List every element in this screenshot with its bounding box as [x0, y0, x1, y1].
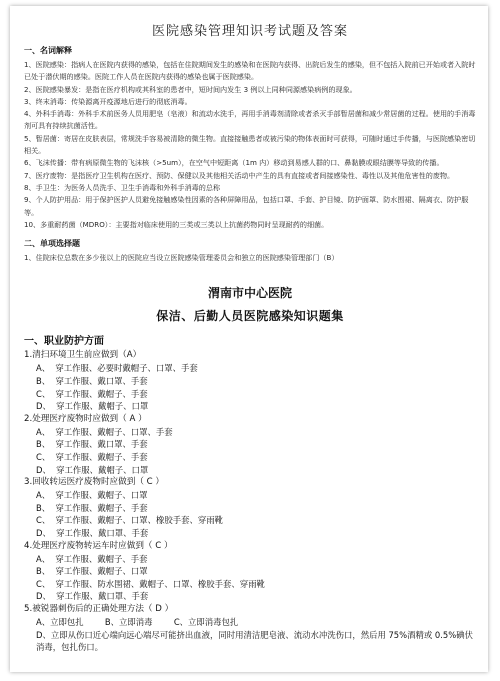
question-block	[24, 603, 476, 654]
question-block	[24, 476, 476, 539]
question-option: D、 穿工作服、戴帽子、口罩	[36, 401, 149, 412]
definition-item: 6、飞沫传播：带有病原微生物的飞沫核（>5um），在空气中短距离（1m 内）移动到易感人群的口、鼻黏膜或眼结膜等导致的传播。	[24, 158, 444, 168]
hospital-name: 渭南市中心医院	[207, 286, 292, 301]
question-option: C、 穿工作服、防水围裙、戴帽子、口罩、橡胶手套、穿雨靴	[36, 578, 265, 589]
definition-item: 4、外科手消毒：外科手术前医务人员用肥皂（皂液）和流动水洗手，再用手消毒剂清除或者杀灭手部暂居菌和减少常居菌的过程。使用的手消毒剂可具有持续抗菌活性。	[24, 109, 476, 131]
definition-item: 10、多重耐药菌（MDRO）：主要指对临床使用的三类或三类以上抗菌药物同时呈现耐药的细菌。	[24, 219, 329, 229]
question-option: D、 穿工作服、戴帽子、口罩	[36, 464, 149, 475]
question-option: A、 穿工作服、戴帽子、手套	[36, 553, 148, 564]
definition-item: 1、医院感染：指病人在医院内获得的感染，包括在住院期间发生的感染和在医院内获得、出院后发生的感染，但不包括入院前已开始或者入院时已处于潜伏期的感染。医院工作人员在医院内获得的感染也属于医院感染。	[24, 60, 476, 82]
question-block	[24, 413, 476, 476]
document-content	[24, 14, 476, 654]
question-option: A、 穿工作服、戴帽子、口罩	[36, 490, 148, 501]
question-option: C、 穿工作服、戴帽子、口罩、橡胶手套、穿雨靴	[36, 515, 224, 526]
question-text: 3.回收转运医疗废物时应做到（ C ）	[24, 477, 164, 488]
definition-item: 2、医院感染暴发：是指在医疗机构或其科室的患者中，短时间内发生 3 例以上同种同源感染病例的现象。	[24, 84, 357, 94]
question-option: B、 穿工作服、戴帽子、手套	[36, 502, 148, 513]
question-option: A、 穿工作服、必要时戴帽子、口罩、手套	[36, 363, 198, 374]
question-block	[24, 540, 476, 603]
question-option: C、 穿工作服、戴帽子、手套	[36, 388, 148, 399]
question-option: B、 穿工作服、戴帽子、口罩	[36, 566, 148, 577]
question-option: B、 穿工作服、戴口罩、手套	[36, 376, 148, 387]
question-text: 2.处理医疗废物时应做到（ A ）	[24, 413, 147, 424]
document-title: 医院感染管理知识考试题及答案	[151, 24, 348, 39]
definition-item: 9、个人防护用品：用于保护医护人员避免接触感染性因素的各种屏障用品，包括口罩、手套、护目镜、防护面罩、防水围裙、隔离衣、防护服等。	[24, 195, 469, 217]
question-option: D、立即从伤口近心端向远心端尽可能挤出血液，同时用清洁肥皂液、流动水冲洗伤口，然后用 75%酒精或 0.5%碘伏消毒，包扎伤口。	[36, 629, 473, 653]
question-option: B、 穿工作服、戴口罩、手套	[36, 439, 148, 450]
part-heading-occupational-protection: 一、职业防护方面	[24, 336, 104, 348]
question-option: C、 穿工作服、戴帽子、手套	[36, 452, 148, 463]
definition-item: 3、终末消毒：传染源离开疫源地后进行的彻底消毒。	[24, 96, 192, 106]
question-set-title: 保洁、后勤人员医院感染知识题集	[156, 309, 344, 324]
choice-question: 1、住院床位总数在多少张以上的医院应当设立医院感染管理委员会和独立的医院感染管理部门（B）	[24, 253, 339, 263]
definition-item: 7、医疗废物：是指医疗卫生机构在医疗、预防、保健以及其他相关活动中产生的具有直接或者间接感染性、毒性以及其他危害性的废物。	[24, 170, 455, 180]
question-option: A、 穿工作服、戴帽子、口罩、手套	[36, 426, 173, 437]
section-heading-choice: 二、单项选择题	[24, 239, 80, 249]
question-option: D、 穿工作服、戴口罩、手套	[36, 527, 149, 538]
question-text: 5.被锐器刺伤后的正确处理方法（ D ）	[24, 603, 174, 614]
question-option: D、 穿工作服、戴口罩、手套	[36, 591, 149, 602]
definition-item: 5、暂居菌：寄居在皮肤表层，常规洗手容易被清除的微生物。直接接触患者或被污染的物体表面时可获得，可随时通过手传播，与医院感染密切相关。	[24, 133, 476, 156]
section-heading-definitions: 一、名词解释	[24, 46, 72, 55]
document-page	[10, 6, 488, 672]
question-option: A、立即包扎 B、立即消毒 C、立即消毒包扎	[36, 616, 239, 627]
question-text: 4.处理医疗废物转运车时应做到（ C ）	[24, 540, 173, 551]
question-text: 1.清扫环境卫生前应做到（A）	[24, 350, 142, 361]
question-block	[24, 349, 476, 412]
definition-item: 8、手卫生：为医务人员洗手、卫生手消毒和外科手消毒的总称	[24, 182, 221, 192]
